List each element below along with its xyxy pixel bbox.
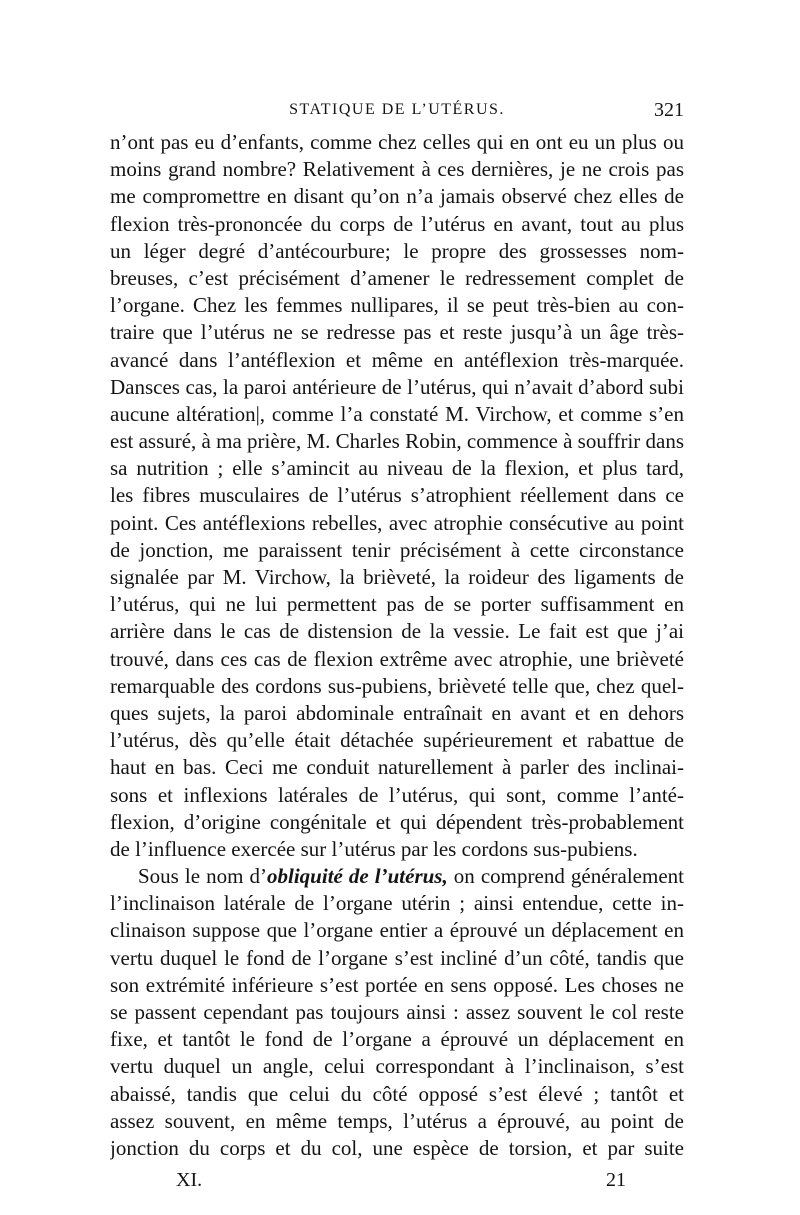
text-line: ques sujets, la paroi abdominale entraînait en avant et en dehors (110, 700, 684, 725)
text-line: avancé dans l’antéflexion et même en antéflexion très-marquée. (110, 347, 684, 372)
text-line: l’organe. Chez les femmes nullipares, il se peut très-bien au con- (110, 293, 684, 318)
text-line: aucune altération|, comme l’a constaté M. Virchow, et comme s’en (110, 401, 684, 426)
text-line: point. Ces antéflexions rebelles, avec atrophie consécutive au point (110, 510, 684, 535)
running-header (110, 96, 684, 124)
running-title: STATIQUE DE L’UTÉRUS. (289, 101, 505, 118)
text-line: sons et inflexions latérales de l’utérus, qui sont, comme l’anté- (110, 782, 684, 807)
text-line: haut en bas. Ceci me conduit naturellement à parler des inclinai- (110, 755, 684, 780)
text-line: flexion, d’origine congénitale et qui dépendent très-probablement (110, 809, 684, 834)
text-line: est assuré, à ma prière, M. Charles Robin, commence à souffrir dans (110, 429, 684, 454)
text-line: Sous le nom d’obliquité de l’utérus, on comprend généralement (138, 864, 684, 889)
text-line: jonction du corps et du col, une espèce de torsion, et par suite (110, 1135, 684, 1160)
text-line: traire que l’utérus ne se redresse pas et reste jusqu’à un âge très- (110, 320, 684, 345)
text-line: me compromettre en disant qu’on n’a jamais observé chez elles de (110, 184, 684, 209)
page-number: 321 (654, 99, 684, 121)
text-line: les fibres musculaires de l’utérus s’atrophient réellement dans ce (110, 483, 684, 508)
text-line: sa nutrition ; elle s’amincit au niveau de la flexion, et plus tard, (110, 456, 684, 481)
text-line: un léger degré d’antécourbure; le propre des grossesses nom- (110, 238, 684, 263)
text-line: trouvé, dans ces cas de flexion extrême avec atrophie, une brièveté (110, 646, 684, 671)
text-line: clinaison suppose que l’organe entier a éprouvé un déplacement en (110, 918, 684, 943)
text-line: remarquable des cordons sus-pubiens, brièveté telle que, chez quel- (110, 673, 684, 698)
italic-term: obliquité de l’utérus, (267, 864, 448, 889)
text-line: signalée par M. Virchow, la brièveté, la roideur des ligaments de (110, 565, 684, 589)
text-line: vertu duquel le fond de l’organe s’est incliné d’un côté, tandis que (110, 945, 684, 970)
text-line: abaissé, tandis que celui du côté opposé s’est élevé ; tantôt et (110, 1081, 684, 1106)
text-line: Dansces cas, la paroi antérieure de l’utérus, qui n’avait d’abord subi (110, 374, 684, 399)
text-line: fixe, et tantôt le fond de l’organe a éprouvé un déplacement en (110, 1027, 684, 1052)
text-line: l’utérus, qui ne lui permettent pas de se porter suffisamment en (110, 592, 684, 617)
text-line: n’ont pas eu d’enfants, comme chez celles qui en ont eu un plus ou (110, 130, 684, 154)
page-footer (110, 1166, 684, 1194)
text-line: moins grand nombre? Relativement à ces dernières, je ne crois pas (110, 157, 684, 182)
signature-mark: XI. (176, 1169, 203, 1191)
text-line: l’inclinaison latérale de l’organe utérin ; ainsi entendue, cette in- (110, 891, 684, 916)
text-line: de jonction, me paraissent tenir précisément à cette circonstance (110, 537, 684, 562)
text-line: arrière dans le cas de distension de la vessie. Le fait est que j’ai (110, 619, 684, 644)
body-text (110, 129, 684, 1162)
text-line: de l’influence exercée sur l’utérus par les cordons sus-pubiens. (110, 836, 638, 861)
text-line: son extrémité inférieure s’est portée en sens opposé. Les choses ne (110, 972, 684, 997)
text-line: se passent cependant pas toujours ainsi : assez souvent le col reste (110, 1000, 684, 1024)
text-line: l’utérus, dès qu’elle était détachée supérieurement et rabattue de (110, 728, 684, 753)
gathering-number: 21 (606, 1169, 626, 1191)
text-line: breuses, c’est précisément d’amener le redressement complet de (110, 265, 684, 290)
text-line: vertu duquel un angle, celui correspondant à l’inclinaison, s’est (110, 1054, 684, 1079)
text-line: assez souvent, en même temps, l’utérus a éprouvé, au point de (110, 1108, 684, 1133)
text-line: flexion très-prononcée du corps de l’utérus en avant, tout au plus (110, 211, 684, 236)
